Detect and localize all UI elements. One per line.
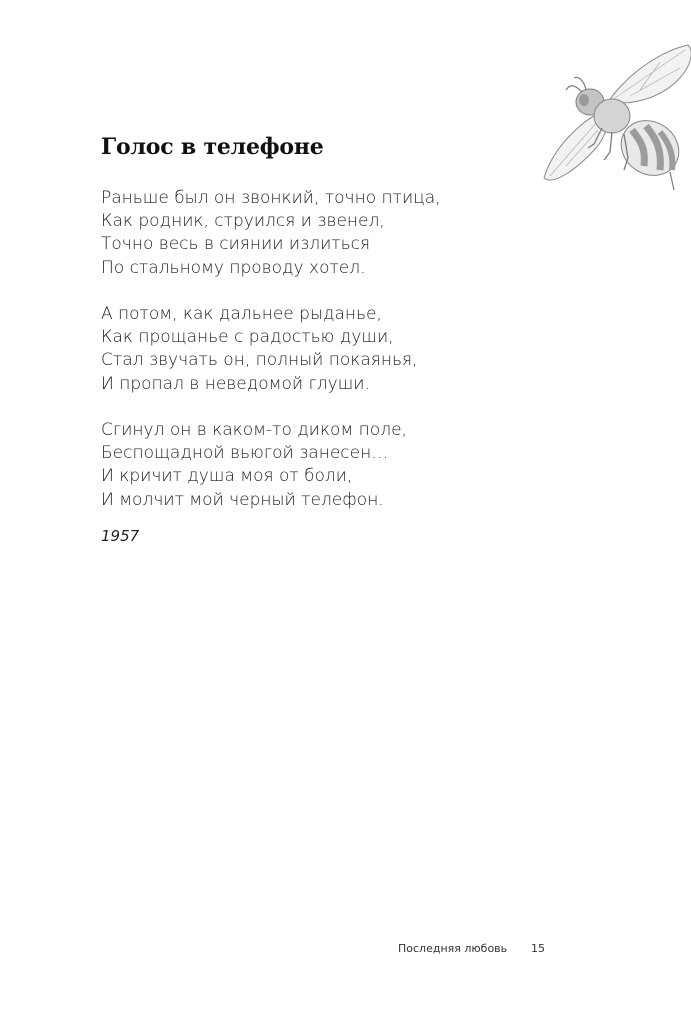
poem-stanza-2 <box>101 303 417 396</box>
poem-line: И пропал в неведомой глуши. <box>101 373 370 394</box>
poem-line: И молчит мой черный телефон. <box>101 489 384 510</box>
poem-line: По стальному проводу хотел. <box>101 257 366 278</box>
poem-line: Как родник, струился и звенел, <box>101 211 385 232</box>
page-number: 15 <box>531 942 545 955</box>
poem-title: Голос в телефоне <box>101 134 324 160</box>
poem-line: Сгинул он в каком-то диком поле, <box>101 420 407 440</box>
poem-stanza-3 <box>101 419 407 512</box>
poem-line: Беспощадной вьюгой занесен… <box>101 443 389 464</box>
poem-line: Стал звучать он, полный покаянья, <box>101 350 418 371</box>
poem-line: Как прощанье с радостью души, <box>101 327 394 348</box>
running-title: Последняя любовь <box>398 942 508 955</box>
poem-stanza-1 <box>101 187 441 280</box>
bee-illustration-icon <box>540 40 691 200</box>
poem-line: И кричит душа моя от боли, <box>101 466 353 487</box>
poem-line: Раньше был он звонкий, точно птица, <box>101 188 441 208</box>
poem-line: А потом, как дальнее рыданье, <box>101 304 382 324</box>
poem-line: Точно весь в сиянии излиться <box>101 234 371 255</box>
poem-year: 1957 <box>101 527 140 545</box>
